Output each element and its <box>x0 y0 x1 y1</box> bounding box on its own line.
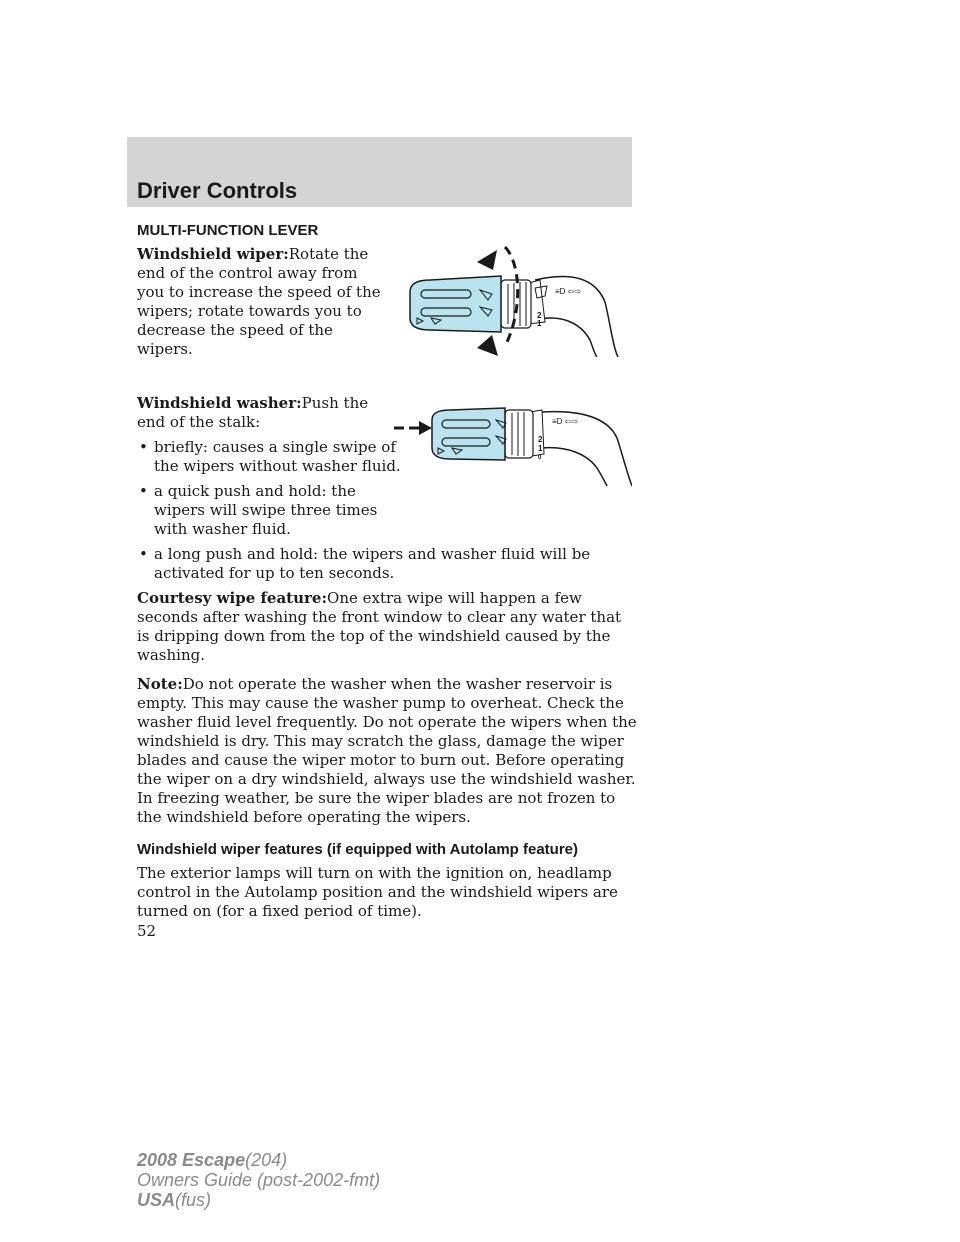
list-item: • a long push and hold: the wipers and washer fluid will be activated for up to ten seconds. <box>139 545 591 582</box>
headlamp-icon: ≡D ⇦⇨ <box>555 287 582 296</box>
footer <box>137 1150 380 1210</box>
scale-label: 1 <box>538 444 543 453</box>
headlamp-icon: ≡D ⇦⇨ <box>552 417 579 426</box>
wiper-paragraph <box>137 245 387 359</box>
note-label: Note: <box>137 675 183 693</box>
bullet-icon: • <box>139 438 148 456</box>
wiper-text: Rotate the end of the control away from you to increase the speed of the wipers; rotate towards you to decrease the speed of the wipers. <box>137 245 381 358</box>
section-title: Driver Controls <box>137 178 298 203</box>
wiper-rotate-figure <box>395 222 630 357</box>
washer-text: Push the end of the stalk: <box>137 394 369 431</box>
push-arrow-icon <box>394 421 432 435</box>
scale-label: 1 <box>537 319 542 328</box>
list-item: • a quick push and hold: the wipers will swipe three times with washer fluid. <box>139 482 378 538</box>
scale-label: 0 <box>538 455 542 461</box>
scale-label: 2 <box>538 435 543 444</box>
autolamp-paragraph: The exterior lamps will turn on with the ignition on, headlamp control in the Autolamp position and the windshield wipers are turned on (for a fixed period of time). <box>137 864 618 920</box>
wiper-label: Windshield wiper: <box>137 245 289 263</box>
list-item: • briefly: causes a single swipe of the wipers without washer fluid. <box>139 438 401 475</box>
scale-label: 2 <box>537 311 542 320</box>
courtesy-paragraph <box>137 589 637 665</box>
washer-label: Windshield washer: <box>137 394 302 412</box>
bullet-icon: • <box>139 482 148 500</box>
footer-line-3: USA(fus) <box>137 1190 212 1210</box>
section-heading: MULTI-FUNCTION LEVER <box>137 222 319 239</box>
footer-line-1: 2008 Escape(204) <box>137 1150 288 1170</box>
courtesy-text: One extra wipe will happen a few seconds after washing the front window to clear any water that is dripping down from the top of the windshield caused by the washing. <box>137 589 622 664</box>
rotate-arrow-down-icon <box>477 335 498 356</box>
rotate-arrow-up-icon <box>477 250 497 270</box>
note-text: Do not operate the washer when the washer reservoir is empty. This may cause the washer pump to overheat. Check the washer fluid level frequently. Do not operate the wipers when the windshield is dry. This may scratch the glass, damage the wiper blades and cause the wiper motor to burn out. Before operating the wiper on a dry windshield, always use the windshield washer. In freezing weather, be sure the wiper blades are not frozen to the windshield before operating the wipers. <box>137 675 637 826</box>
footer-line-2: Owners Guide (post-2002-fmt) <box>137 1170 381 1190</box>
autolamp-heading: Windshield wiper features (if equipped with Autolamp feature) <box>137 841 579 858</box>
bullet-icon: • <box>139 545 148 563</box>
courtesy-label: Courtesy wipe feature: <box>137 589 328 607</box>
washer-push-figure <box>392 398 632 488</box>
washer-paragraph <box>137 394 387 432</box>
note-paragraph <box>137 675 637 827</box>
page-number: 52 <box>137 922 157 940</box>
